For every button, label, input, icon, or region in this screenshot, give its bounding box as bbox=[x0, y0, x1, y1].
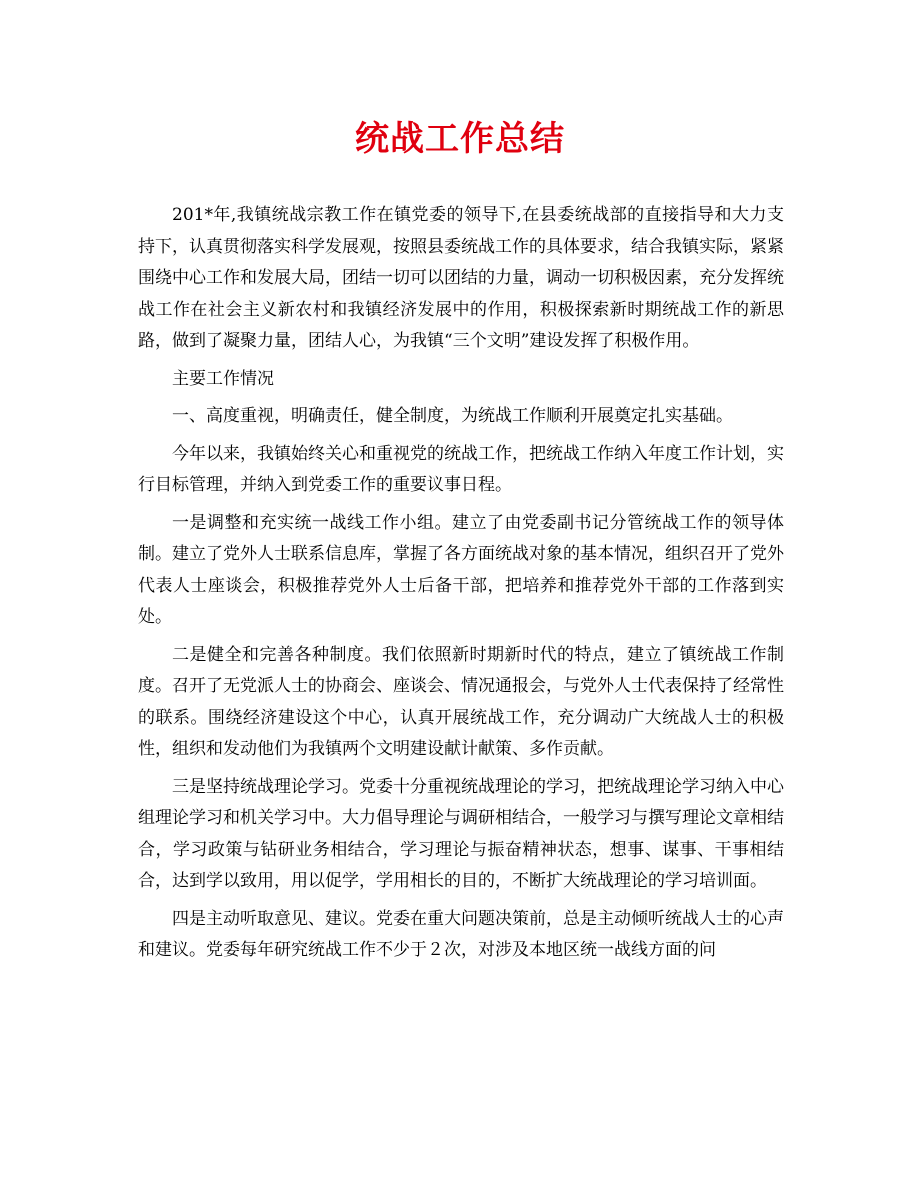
paragraph: 今年以来，我镇始终关心和重视党的统战工作，把统战工作纳入年度工作计划，实行目标管理，并纳入到党委工作的重要议事日程。 bbox=[138, 443, 784, 495]
paragraph: 三是坚持统战理论学习。党委十分重视统战理论的学习，把统战理论学习纳入中心组理论学习和机关学习中。大力倡导理论与调研相结合，一般学习与撰写理论文章相结合，学习政策与钻研业务相结合，学习理论与振奋精神状态，想事、谋事、干事相结合，达到学以致用，用以促学，学用相长的目的，不断扩大统战理论的学习培训面。 bbox=[138, 776, 784, 891]
document-body bbox=[138, 200, 784, 973]
paragraph: 四是主动听取意见、建议。党委在重大问题决策前，总是主动倾听统战人士的心声和建议。党委每年研究统战工作不少于２次，对涉及本地区统一战线方面的问 bbox=[138, 908, 784, 960]
paragraph: 一是调整和充实统一战线工作小组。建立了由党委副书记分管统战工作的领导体制。建立了党外人士联系信息库，掌握了各方面统战对象的基本情况，组织召开了党外代表人士座谈会，积极推荐党外人士后备干部，把培养和推荐党外干部的工作落到实处。 bbox=[138, 512, 784, 627]
paragraph-intro: 201*年,我镇统战宗教工作在镇党委的领导下,在县委统战部的直接指导和大力支持下，认真贯彻落实科学发展观，按照县委统战工作的具体要求，结合我镇实际，紧紧围绕中心工作和发展大局，团结一切可以团结的力量，调动一切积极因素，充分发挥统战工作在社会主义新农村和我镇经济发展中的作用，积极探索新时期统战工作的新思路，做到了凝聚力量，团结人心，为我镇“三个文明”建设发挥了积极作用。 bbox=[138, 205, 784, 351]
paragraph-heading-one: 一、高度重视，明确责任，健全制度，为统战工作顺利开展奠定扎实基础。 bbox=[172, 406, 733, 426]
paragraph: 二是健全和完善各种制度。我们依照新时期新时代的特点，建立了镇统战工作制度。召开了无党派人士的协商会、座谈会、情况通报会，与党外人士代表保持了经常性的联系。围绕经济建设这个中心，认真开展统战工作，充分调动广大统战人士的积极性，组织和发动他们为我镇两个文明建设献计献策、多作贡献。 bbox=[138, 644, 784, 759]
section-heading-main-work: 主要工作情况 bbox=[172, 368, 274, 389]
document-title: 统战工作总结 bbox=[355, 119, 565, 159]
